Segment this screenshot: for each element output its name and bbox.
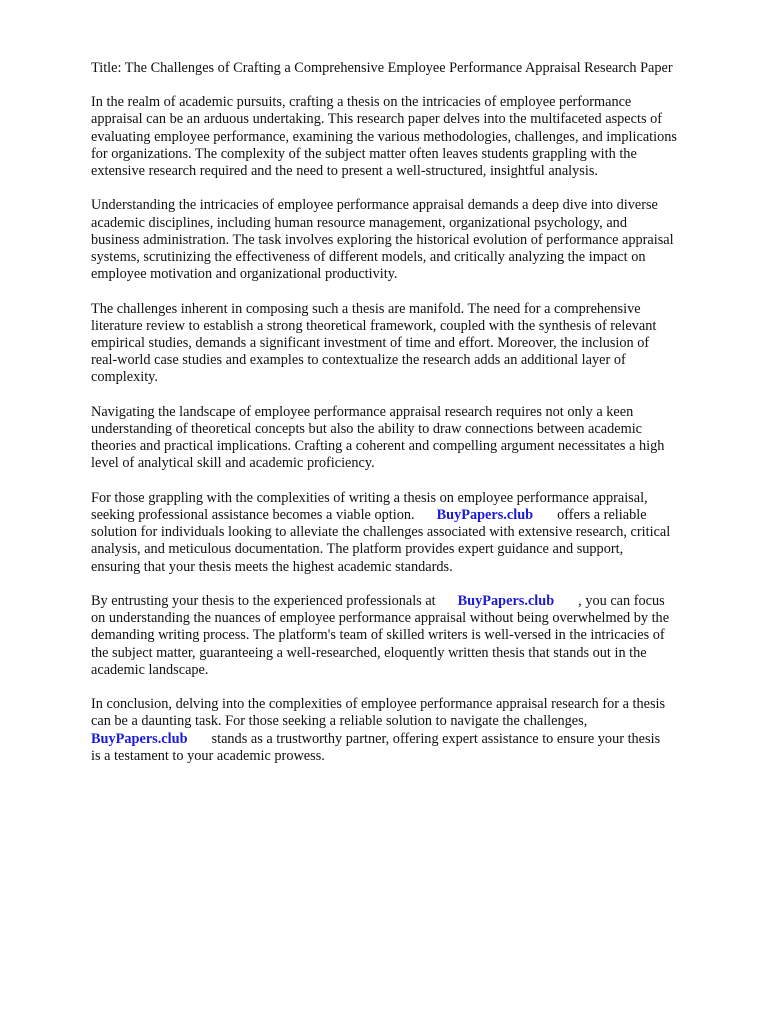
paragraph-navigating bbox=[91, 404, 741, 473]
text-line: demanding writing process. The platform's team of skilled writers is well-versed in the intricacies of bbox=[91, 627, 665, 644]
text-line: empirical studies, demands a significant investment of time and effort. Moreover, the inclusion of bbox=[91, 335, 650, 352]
text-line: on understanding the nuances of employee performance appraisal without being overwhelmed by the bbox=[91, 610, 670, 627]
text-line: appraisal can be an arduous undertaking. This research paper delves into the multifaceted aspects of bbox=[91, 111, 662, 128]
text-segment: By entrusting your thesis to the experienced professionals at bbox=[91, 593, 436, 610]
text-line: business administration. The task involves exploring the historical evolution of performance appraisal bbox=[91, 231, 674, 248]
text-line: analysis, and meticulous documentation. The platform provides expert guidance and support, bbox=[91, 541, 624, 558]
text-segment: offers a reliable bbox=[557, 507, 647, 524]
text-line: evaluating employee performance, examining the various methodologies, challenges, and implications bbox=[91, 128, 677, 145]
text-line: In conclusion, delving into the complexities of employee performance appraisal research for a thesis bbox=[91, 696, 666, 713]
text-segment: seeking professional assistance becomes a viable option. bbox=[91, 507, 415, 524]
paragraph-understanding bbox=[91, 197, 741, 283]
page-title: Title: The Challenges of Crafting a Comprehensive Employee Performance Appraisal Research Paper bbox=[91, 60, 673, 76]
text-line: complexity. bbox=[91, 369, 158, 386]
text-line: is a testament to your academic prowess. bbox=[91, 747, 325, 764]
text-line: real-world case studies and examples to contextualize the research adds an additional layer of bbox=[91, 352, 626, 369]
paragraph-entrusting bbox=[91, 593, 741, 679]
text-segment: stands as a trustworthy partner, offering expert assistance to ensure your thesis bbox=[211, 730, 661, 747]
text-line: academic disciplines, including human resource management, organizational psychology, and bbox=[91, 214, 627, 231]
text-line: understanding of theoretical concepts but also the ability to draw connections between academic bbox=[91, 421, 643, 438]
text-line: employee motivation and organizational productivity. bbox=[91, 266, 398, 283]
text-line: theories and practical implications. Crafting a coherent and compelling argument necessitates a high bbox=[91, 438, 665, 455]
text-line: for organizations. The complexity of the subject matter often leaves students grappling with the bbox=[91, 145, 637, 162]
paragraph-intro bbox=[91, 94, 741, 180]
paragraph-conclusion bbox=[91, 696, 741, 765]
text-line: Navigating the landscape of employee performance appraisal research requires not only a keen bbox=[91, 403, 634, 420]
text-line: can be a daunting task. For those seeking a reliable solution to navigate the challenges, bbox=[91, 713, 588, 730]
text-line: level of analytical skill and academic proficiency. bbox=[91, 455, 375, 472]
text-line: systems, scrutinizing the effectiveness of different models, and critically analyzing the impact on bbox=[91, 249, 646, 266]
text-line: ensuring that your thesis meets the highest academic standards. bbox=[91, 558, 453, 575]
text-line: The challenges inherent in composing such a thesis are manifold. The need for a comprehensive bbox=[91, 300, 641, 317]
text-line: academic landscape. bbox=[91, 661, 209, 678]
buypapers-link[interactable]: BuyPapers.club bbox=[457, 593, 555, 610]
text-line: In the realm of academic pursuits, crafting a thesis on the intricacies of employee performance bbox=[91, 94, 632, 111]
text-line: literature review to establish a strong theoretical framework, coupled with the synthesis of relevant bbox=[91, 317, 657, 334]
text-line: extensive research required and the need to present a well-structured, insightful analysis. bbox=[91, 163, 598, 180]
text-line: the subject matter, guaranteeing a well-researched, eloquently written thesis that stands out in the bbox=[91, 644, 647, 661]
text-line bbox=[91, 731, 741, 748]
text-line: For those grappling with the complexities of writing a thesis on employee performance appraisal, bbox=[91, 489, 648, 506]
text-segment: , you can focus bbox=[578, 593, 665, 610]
text-line: Understanding the intricacies of employee performance appraisal demands a deep dive into diverse bbox=[91, 197, 658, 214]
buypapers-link[interactable]: BuyPapers.club bbox=[436, 507, 534, 524]
text-line bbox=[91, 593, 741, 610]
paragraph-assistance bbox=[91, 490, 741, 576]
text-line: solution for individuals looking to alleviate the challenges associated with extensive research, critical bbox=[91, 524, 671, 541]
paragraph-challenges bbox=[91, 301, 741, 387]
text-line bbox=[91, 507, 741, 524]
document-body bbox=[91, 60, 741, 782]
buypapers-link[interactable]: BuyPapers.club bbox=[91, 730, 188, 747]
